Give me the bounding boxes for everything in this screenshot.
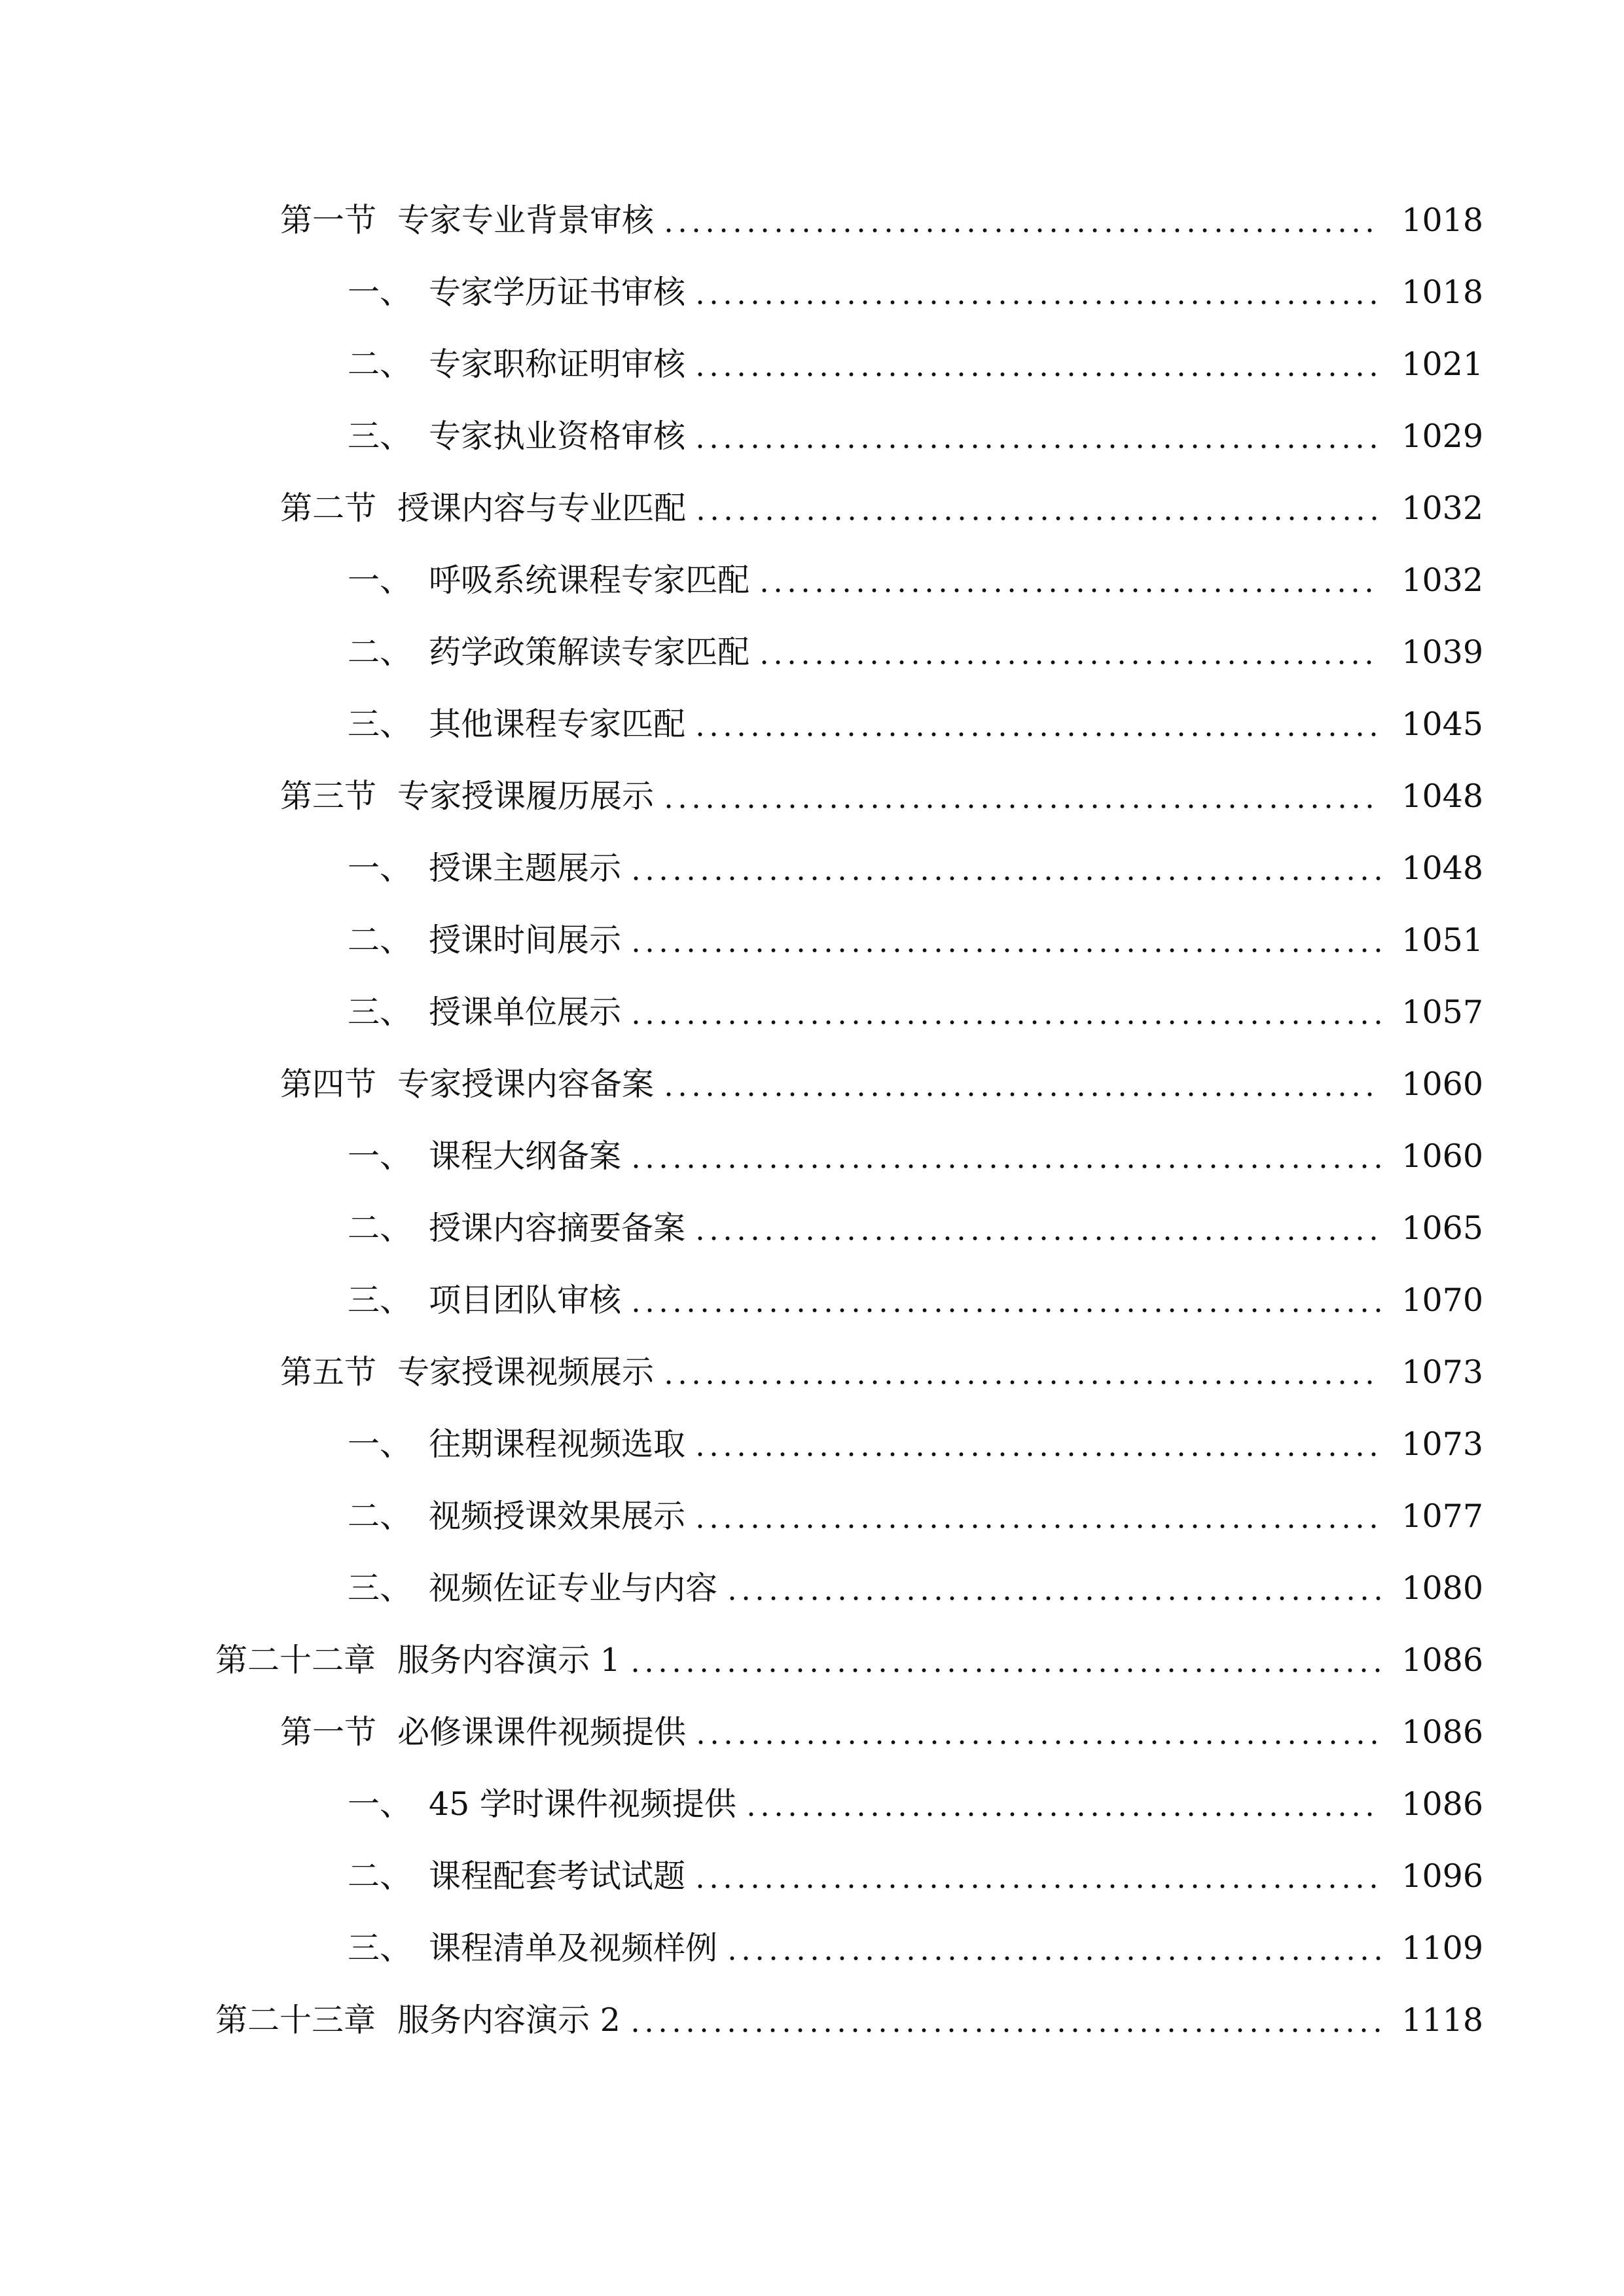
- toc-subsection-entry[interactable]: [0, 1840, 1624, 1912]
- dot-leader: [629, 833, 1380, 905]
- page-number: 1070: [1401, 1282, 1483, 1319]
- entry-number: 三、: [348, 1929, 412, 1967]
- page-number: 1048: [1401, 778, 1483, 815]
- toc-chapter-entry[interactable]: [0, 1984, 1624, 2056]
- dot-leader: [693, 1193, 1380, 1265]
- page-number: 1086: [1401, 1713, 1483, 1751]
- dot-leader: [628, 1984, 1381, 2056]
- dot-leader: [629, 905, 1380, 977]
- dot-leader: [757, 617, 1380, 689]
- entry-title: 视频佐证专业与内容: [429, 1570, 718, 1607]
- entry-title: 授课内容与专业匹配: [397, 490, 687, 527]
- entry-number: 三、: [348, 418, 412, 455]
- entry-title: 往期课程视频选取: [429, 1426, 686, 1463]
- dot-leader: [694, 1696, 1380, 1768]
- entry-title: 课程清单及视频样例: [429, 1929, 718, 1967]
- dot-leader: [693, 329, 1380, 401]
- dot-leader: [694, 473, 1380, 545]
- toc-subsection-entry[interactable]: [0, 977, 1624, 1049]
- dot-leader: [662, 1336, 1380, 1408]
- dot-leader: [725, 1552, 1380, 1624]
- toc-subsection-entry[interactable]: [0, 329, 1624, 401]
- entry-title: 专家执业资格审核: [429, 418, 686, 455]
- entry-title: 药学政策解读专家匹配: [429, 634, 750, 671]
- page-number: 1029: [1401, 418, 1483, 455]
- toc-subsection-entry[interactable]: [0, 1193, 1624, 1265]
- entry-number: 二、: [348, 1857, 412, 1895]
- entry-title: 课程配套考试试题: [429, 1857, 686, 1895]
- page-number: 1032: [1401, 562, 1483, 599]
- entry-title: 呼吸系统课程专家匹配: [429, 562, 750, 599]
- entry-title: 课程大纲备案: [429, 1138, 622, 1175]
- page-number: 1060: [1401, 1138, 1483, 1175]
- dot-leader: [662, 1049, 1380, 1121]
- entry-title: 其他课程专家匹配: [429, 706, 686, 743]
- toc-section-entry[interactable]: [0, 761, 1624, 833]
- page-number: 1073: [1401, 1354, 1483, 1391]
- dot-leader: [693, 401, 1380, 473]
- entry-number: 一、: [348, 1426, 412, 1463]
- page-number: 1051: [1401, 922, 1483, 959]
- dot-leader: [693, 257, 1380, 329]
- toc-chapter-entry[interactable]: [0, 1624, 1624, 1696]
- dot-leader: [693, 1840, 1380, 1912]
- entry-title: 必修课课件视频提供: [397, 1713, 687, 1751]
- entry-number: 二、: [348, 1498, 412, 1535]
- entry-number: 第二十二章: [215, 1641, 376, 1679]
- entry-title: 专家学历证书审核: [429, 274, 686, 311]
- entry-number: 二、: [348, 346, 412, 383]
- dot-leader: [693, 1480, 1380, 1552]
- entry-number: 第一节: [280, 202, 377, 239]
- entry-number: 一、: [348, 1785, 412, 1823]
- entry-title: 授课时间展示: [429, 922, 622, 959]
- entry-number: 第五节: [280, 1354, 377, 1391]
- table-of-contents: [0, 185, 1624, 2056]
- entry-title: 授课主题展示: [429, 850, 622, 887]
- entry-title: 视频授课效果展示: [429, 1498, 686, 1535]
- entry-number: 一、: [348, 274, 412, 311]
- entry-number: 一、: [348, 850, 412, 887]
- page-number: 1086: [1401, 1785, 1483, 1823]
- page-number: 1045: [1401, 706, 1483, 743]
- entry-number: 二、: [348, 1210, 412, 1247]
- toc-subsection-entry[interactable]: [0, 689, 1624, 761]
- entry-number: 三、: [348, 706, 412, 743]
- dot-leader: [628, 1624, 1381, 1696]
- entry-title: 授课单位展示: [429, 994, 622, 1031]
- toc-subsection-entry[interactable]: [0, 545, 1624, 617]
- entry-title: 授课内容摘要备案: [429, 1210, 686, 1247]
- toc-subsection-entry[interactable]: [0, 401, 1624, 473]
- entry-number: 第三节: [280, 778, 377, 815]
- toc-subsection-entry[interactable]: [0, 1408, 1624, 1480]
- toc-section-entry[interactable]: [0, 473, 1624, 545]
- page-number: 1057: [1401, 994, 1483, 1031]
- dot-leader: [662, 185, 1380, 257]
- dot-leader: [629, 1121, 1380, 1193]
- toc-section-entry[interactable]: [0, 1049, 1624, 1121]
- page-number: 1073: [1401, 1426, 1483, 1463]
- entry-title: 专家职称证明审核: [429, 346, 686, 383]
- toc-subsection-entry[interactable]: [0, 1265, 1624, 1336]
- dot-leader: [757, 545, 1380, 617]
- page-number: 1118: [1401, 2001, 1483, 2039]
- dot-leader: [693, 689, 1380, 761]
- entry-number: 三、: [348, 1282, 412, 1319]
- dot-leader: [725, 1912, 1380, 1984]
- page-number: 1096: [1401, 1857, 1483, 1895]
- page-number: 1086: [1401, 1641, 1483, 1679]
- page-number: 1018: [1401, 202, 1483, 239]
- entry-title: 专家授课视频展示: [397, 1354, 655, 1391]
- toc-subsection-entry[interactable]: [0, 1552, 1624, 1624]
- entry-number: 二、: [348, 634, 412, 671]
- toc-subsection-entry[interactable]: [0, 1912, 1624, 1984]
- page-number: 1032: [1401, 490, 1483, 527]
- page-number: 1060: [1401, 1066, 1483, 1103]
- page-number: 1039: [1401, 634, 1483, 671]
- page-number: 1080: [1401, 1570, 1483, 1607]
- entry-number: 一、: [348, 562, 412, 599]
- dot-leader: [629, 977, 1380, 1049]
- toc-section-entry[interactable]: [0, 1696, 1624, 1768]
- entry-title: 专家专业背景审核: [397, 202, 655, 239]
- dot-leader: [744, 1768, 1380, 1840]
- toc-subsection-entry[interactable]: [0, 617, 1624, 689]
- page-number: 1018: [1401, 274, 1483, 311]
- toc-subsection-entry[interactable]: [0, 1768, 1624, 1840]
- page-number: 1109: [1401, 1929, 1483, 1967]
- page-number: 1077: [1401, 1498, 1483, 1535]
- toc-subsection-entry[interactable]: [0, 257, 1624, 329]
- toc-subsection-entry[interactable]: [0, 1121, 1624, 1193]
- entry-number: 第一节: [280, 1713, 377, 1751]
- toc-section-entry[interactable]: [0, 185, 1624, 257]
- toc-subsection-entry[interactable]: [0, 833, 1624, 905]
- dot-leader: [693, 1408, 1380, 1480]
- dot-leader: [629, 1265, 1380, 1336]
- page-number: 1021: [1401, 346, 1483, 383]
- entry-title: 专家授课内容备案: [397, 1066, 655, 1103]
- entry-number: 第四节: [280, 1066, 377, 1103]
- entry-title: 服务内容演示 2: [397, 2001, 621, 2039]
- entry-title: 45 学时课件视频提供: [429, 1785, 736, 1823]
- page-number: 1048: [1401, 850, 1483, 887]
- entry-number: 第二十三章: [215, 2001, 376, 2039]
- toc-subsection-entry[interactable]: [0, 905, 1624, 977]
- entry-title: 项目团队审核: [429, 1282, 622, 1319]
- toc-subsection-entry[interactable]: [0, 1480, 1624, 1552]
- entry-number: 第二节: [280, 490, 377, 527]
- entry-number: 二、: [348, 922, 412, 959]
- entry-number: 三、: [348, 994, 412, 1031]
- entry-number: 一、: [348, 1138, 412, 1175]
- dot-leader: [662, 761, 1380, 833]
- page-number: 1065: [1401, 1210, 1483, 1247]
- entry-number: 三、: [348, 1570, 412, 1607]
- entry-title: 服务内容演示 1: [397, 1641, 621, 1679]
- toc-section-entry[interactable]: [0, 1336, 1624, 1408]
- entry-title: 专家授课履历展示: [397, 778, 655, 815]
